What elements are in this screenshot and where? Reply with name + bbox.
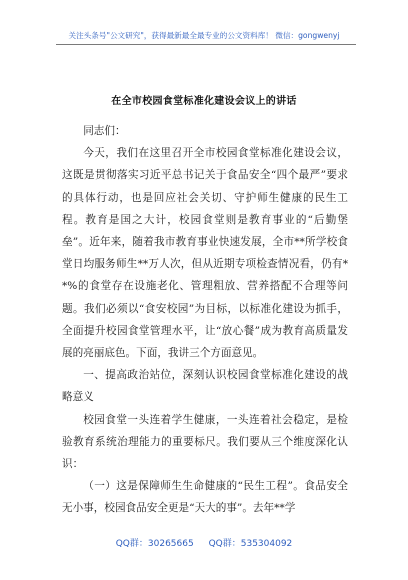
document-body [62, 120, 348, 520]
body-paragraph: 校园食堂一头连着学生健康，一头连着社会稳定，是检验教育系统治理能力的重要标尺。我们要从三个维度深化认识： [62, 413, 348, 471]
footer-qq-group-1: QQ群：30265665 [115, 539, 194, 549]
header-divider [56, 44, 356, 45]
document-title: 在全市校园食堂标准化建设会议上的讲话 [111, 96, 297, 107]
subsection-paragraph: （一）这是保障师生生命健康的“民生工程”。食品安全无小事，校园食品安全更是“天大的事”。去年**学 [62, 480, 348, 515]
header-banner: 关注头条号"公文研究"，获得最新最全最专业的公文资料库！ 微信：gongwenyj [68, 31, 340, 40]
greeting: 同志们： [83, 125, 126, 137]
footer [0, 536, 408, 549]
footer-qq-group-2: QQ群：535304092 [208, 539, 293, 549]
body-paragraph: 今天，我们在这里召开全市校园食堂标准化建设会议，这既是贯彻落实习近平总书记关于食品安全“四个最严”要求的具体行动，也是回应社会关切、守护师生健康的民生工程。教育是国之大计，校园食堂则是教育事业的“后勤堡垒”。近年来，随着我市教育事业快速发展，全市**所学校食堂日均服务师生**万人次，但从近期专项检查情况看，仍有**%的食堂存在设施老化、管理粗放、营养搭配不合理等问题。我们必须以“食安校园”为目标，以标准化建设为抓手，全面提升校园食堂管理水平，让“放心餐”成为教育高质量发展的亮丽底色。下面，我讲三个方面意见。 [62, 147, 348, 360]
section-heading: 一、提高政治站位，深刻认识校园食堂标准化建设的战略意义 [62, 369, 348, 404]
